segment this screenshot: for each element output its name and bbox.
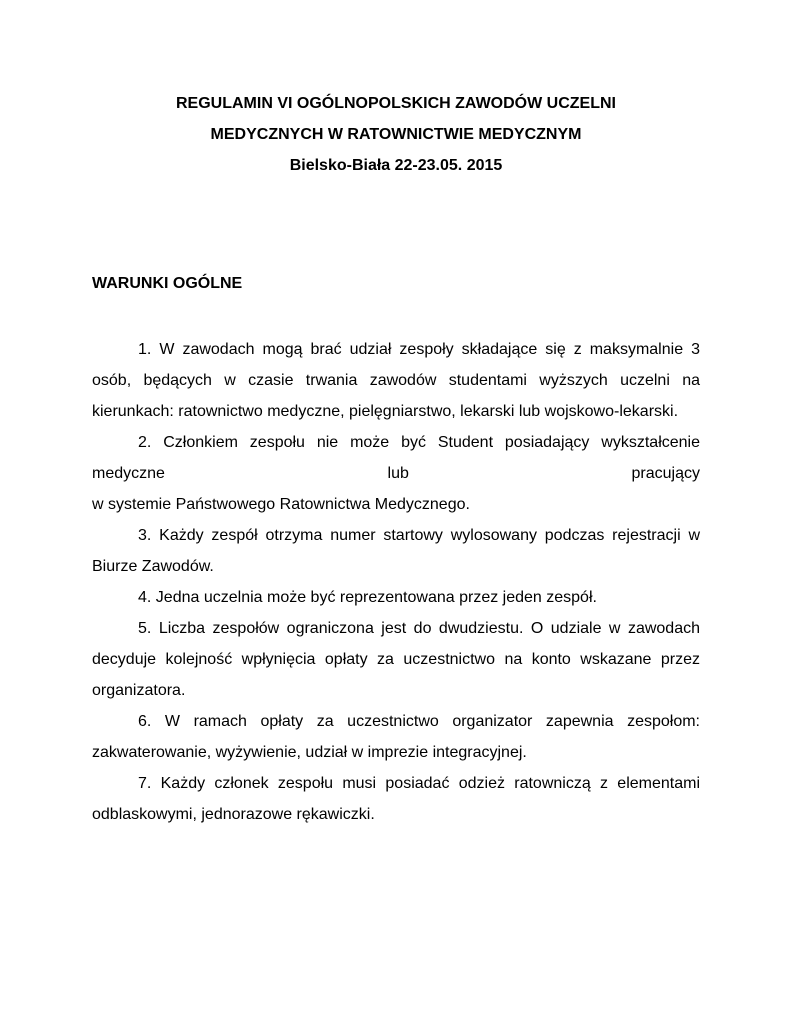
rule-item-6: [92, 706, 700, 768]
rule-item-2-continuation: [92, 489, 700, 520]
rule-number: 4.: [138, 589, 152, 606]
rule-item-5: [92, 613, 700, 706]
section-heading: WARUNKI OGÓLNE: [92, 275, 243, 292]
rule-item-1: [92, 334, 700, 427]
title-line-1: REGULAMIN VI OGÓLNOPOLSKICH ZAWODÓW UCZELNI: [176, 95, 616, 112]
rule-text: W ramach opłaty za uczestnictwo organizator zapewnia zespołom: zakwaterowanie, wyżywienie, udział w imprezie integracyjnej.: [92, 713, 700, 761]
title-line-2: MEDYCZNYCH W RATOWNICTWIE MEDYCZNYM: [210, 126, 582, 143]
rule-text: Każdy zespół otrzyma numer startowy wylosowany podczas rejestracji w Biurze Zawodów.: [92, 527, 700, 575]
rule-text: Jedna uczelnia może być reprezentowana przez jeden zespół.: [155, 589, 597, 606]
rule-text: Liczba zespołów ograniczona jest do dwudziestu. O udziale w zawodach decyduje kolejność wpłynięcia opłaty za uczestnictwo na konto wskazane przez organizatora.: [92, 620, 700, 699]
rule-number: 7.: [138, 775, 152, 792]
rules-list: [92, 334, 700, 830]
rule-number: 6.: [138, 713, 152, 730]
rule-item-2: [92, 427, 700, 489]
rule-item-7: [92, 768, 700, 830]
rule-item-3: [92, 520, 700, 582]
document-page: [92, 88, 700, 830]
rule-number: 3.: [138, 527, 152, 544]
rule-text: w systemie Państwowego Ratownictwa Medycznego.: [92, 496, 470, 513]
rule-text: Każdy członek zespołu musi posiadać odzież ratowniczą z elementami odblaskowymi, jednorazowe rękawiczki.: [92, 775, 700, 823]
rule-item-4: [92, 582, 700, 613]
rule-number: 5.: [138, 620, 152, 637]
rule-number: 1.: [138, 341, 152, 358]
rule-text: Członkiem zespołu nie może być Student posiadający wykształcenie medyczne lub pracujący: [92, 434, 700, 482]
title-date-line: Bielsko-Biała 22-23.05. 2015: [289, 157, 503, 174]
rule-number: 2.: [138, 434, 152, 451]
document-title: [92, 88, 700, 181]
rule-text: W zawodach mogą brać udział zespoły składające się z maksymalnie 3 osób, będących w czasie trwania zawodów studentami wyższych uczelni na kierunkach: ratownictwo medyczne, pielęgniarstwo, lekarski lub wojskowo-lekarski.: [92, 341, 700, 420]
